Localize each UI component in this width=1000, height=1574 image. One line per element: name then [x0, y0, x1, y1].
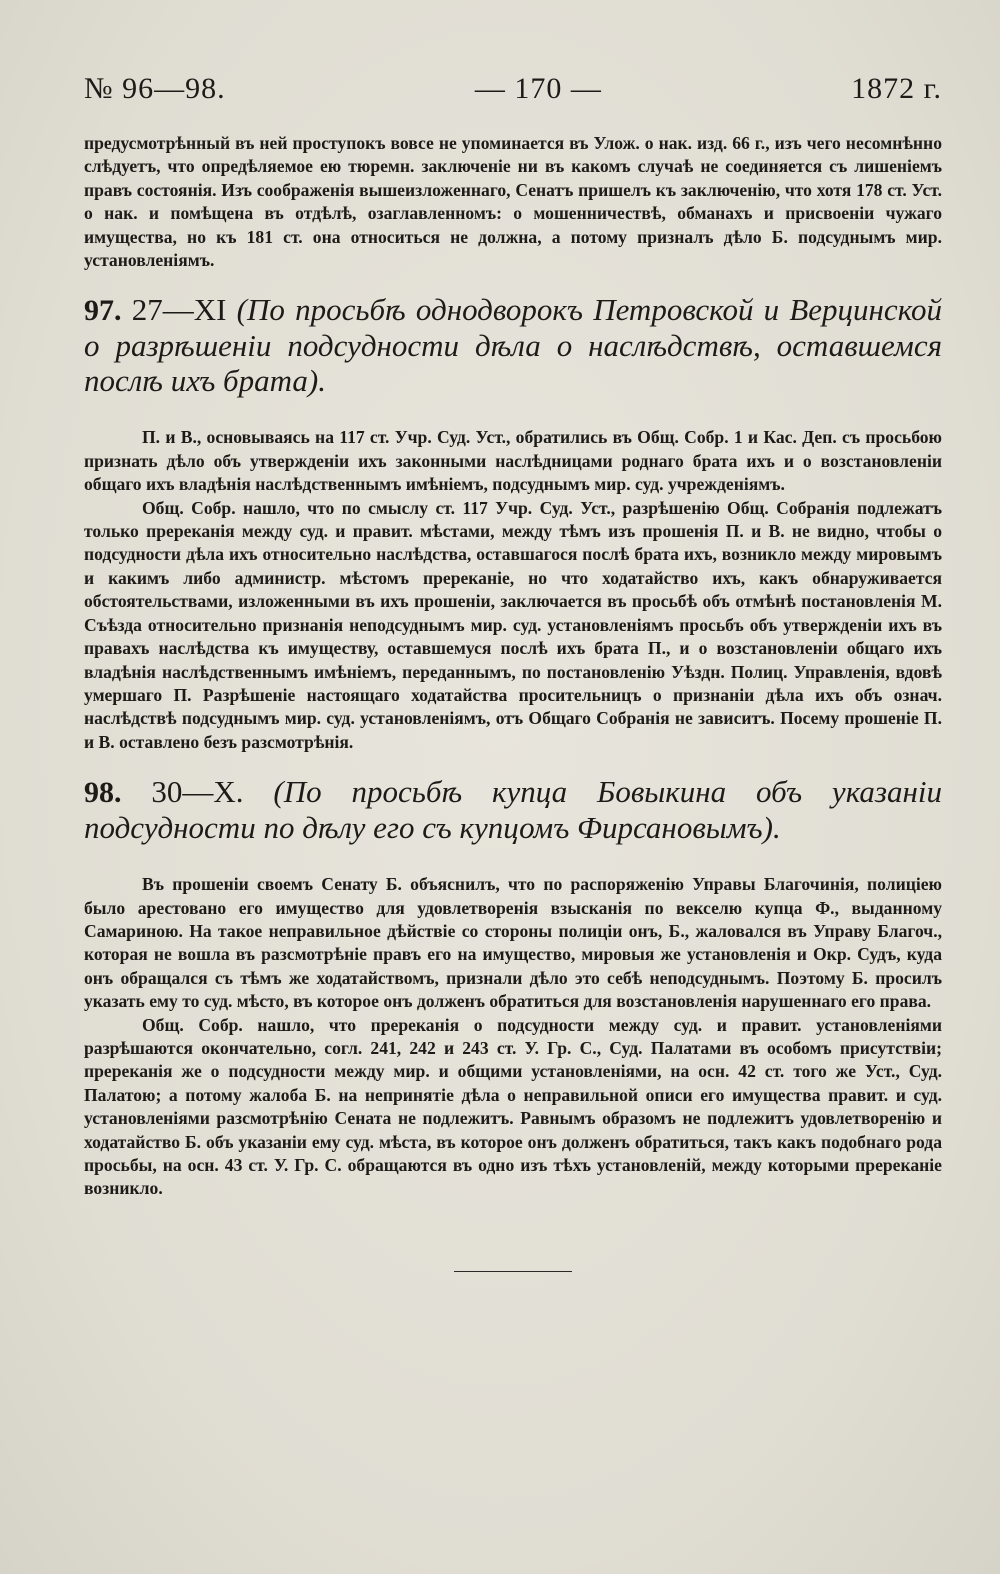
- page-number: — 170 —: [474, 72, 602, 105]
- section-98-paragraph-1: Въ прошеніи своемъ Сенату Б. объяснилъ, что по распоряженію Управы Благочинія, полиціею было арестовано его имущество для удовлетворенія взысканія по векселю купца Ф., выданному Самариною. На такое неправильное дѣйствіе со стороны полиціи онъ, Б., жаловался въ Управу Благоч., которая не вошла въ разсмотрѣніе правъ его на имущество, мировыя же установленія и Окр. Судъ, куда онъ обращался съ тѣмъ же ходатайствомъ, признали дѣло это себѣ неподсуднымъ. Поэтому Б. просилъ указать ему то суд. мѣсто, въ которое онъ долженъ обратиться для возстановленія нарушеннаго его права.: [84, 874, 942, 1012]
- section-date: 30—X.: [151, 774, 244, 810]
- section-97-paragraph-1: П. и В., основываясь на 117 ст. Учр. Суд. Уст., обратились въ Общ. Собр. 1 и Кас. Деп. съ просьбою признать дѣло объ утвержденіи ихъ законными наслѣдницами роднаго брата ихъ и о возстановленіи общаго ихъ владѣнія наслѣдственнымъ имѣніемъ, подсуднымъ мир. суд. учрежденіямъ.: [84, 427, 942, 495]
- section-heading-98: [84, 774, 942, 845]
- header-year: 1872 г.: [851, 72, 942, 105]
- section-number: 98.: [84, 776, 122, 810]
- running-header: [84, 72, 942, 116]
- header-issue-numbers: № 96—98.: [84, 72, 226, 105]
- end-rule: [454, 1271, 572, 1272]
- section-title: (По просьбѣ купца Бовыкина объ указаніи подсудности по дѣлу его съ купцомъ Фирсановымъ).: [84, 774, 943, 846]
- section-97-paragraph-2: Общ. Собр. нашло, что по смыслу ст. 117 Учр. Суд. Уст., разрѣшенію Общ. Собранія подлежатъ только пререканія между суд. и правит. мѣстами, между тѣмъ изъ прошенія П. и В. не видно, чтобы о подсудности дѣла ихъ относительно наслѣдства, оставшагося послѣ брата ихъ, возникло между мировымъ и какимъ либо администр. мѣстомъ пререканіе, но что ходатайство ихъ, какъ обнаруживается обстоятельствами, изложенными въ ихъ прошеніи, заключается въ просьбѣ объ отмѣнѣ постановленія М. Съѣзда относительно признанія неподсуднымъ мир. суд. установленіямъ просьбъ объ утвержденіи ихъ въ правахъ наслѣдства къ имуществу, оставшемуся послѣ ихъ брата П., и о возстановленіи общаго ихъ владѣнія наслѣдственнымъ имѣніемъ, переданнымъ, по постановленію Уѣздн. Полиц. Управленія, вдовѣ умершаго П. Разрѣшеніе настоящаго ходатайства просительницъ о признаніи дѣла ихъ объ означ. наслѣдствѣ подсуднымъ мир. суд. установленіямъ, отъ Общаго Собранія не зависитъ. Посему прошеніе П. и В. оставлено безъ разсмотрѣнія.: [84, 497, 942, 752]
- section-98-paragraph-2: Общ. Собр. нашло, что пререканія о подсудности между суд. и правит. установленіями разрѣшаются окончательно, согл. 241, 242 и 243 ст. У. Гр. С., Суд. Палатами въ особомъ присутствіи; пререканія же о подсудности между мир. и общими установленіями, на осн. 42 ст. того же Уст., Суд. Палатою; а потому жалоба Б. на непринятіе дѣла о неправильной описи его имущества правит. и суд. установленіями разсмотрѣнію Сената не подлежитъ. Равнымъ образомъ не подлежитъ удовлетворенію и ходатайство Б. объ указаніи ему суд. мѣста, въ которое онъ долженъ обратиться, такъ какъ подобнаго рода просьбы, на осн. 43 ст. У. Гр. С. обращаются въ одно изъ тѣхъ установленій, между которыми пререканіе возникло.: [84, 1014, 942, 1199]
- section-heading-97: [84, 292, 942, 398]
- section-date: 27—XI: [131, 292, 227, 328]
- section-title: (По просьбѣ однодворокъ Петровской и Верцинской о разрѣшеніи подсудности дѣла о наслѣдствѣ, оставшемся послѣ ихъ брата).: [84, 292, 943, 399]
- continuation-paragraph: предусмотрѣнный въ ней проступокъ вовсе не упоминается въ Улож. о нак. изд. 66 г., изъ чего несомнѣнно слѣдуетъ, что опредѣляемое ею тюремн. заключеніе ни въ какомъ случаѣ не соединяется съ лишеніемъ правъ состоянія. Изъ соображенія вышеизложеннаго, Сенатъ пришелъ къ заключенію, что хотя 178 ст. Уст. о нак. и помѣщена въ отдѣлѣ, озаглавленномъ: о мошенничествѣ, обманахъ и присвоеніи чужаго имущества, но къ 181 ст. она относиться не должна, а потому призналъ дѣло Б. подсуднымъ мир. установленіямъ.: [84, 133, 942, 271]
- section-number: 97.: [84, 294, 122, 328]
